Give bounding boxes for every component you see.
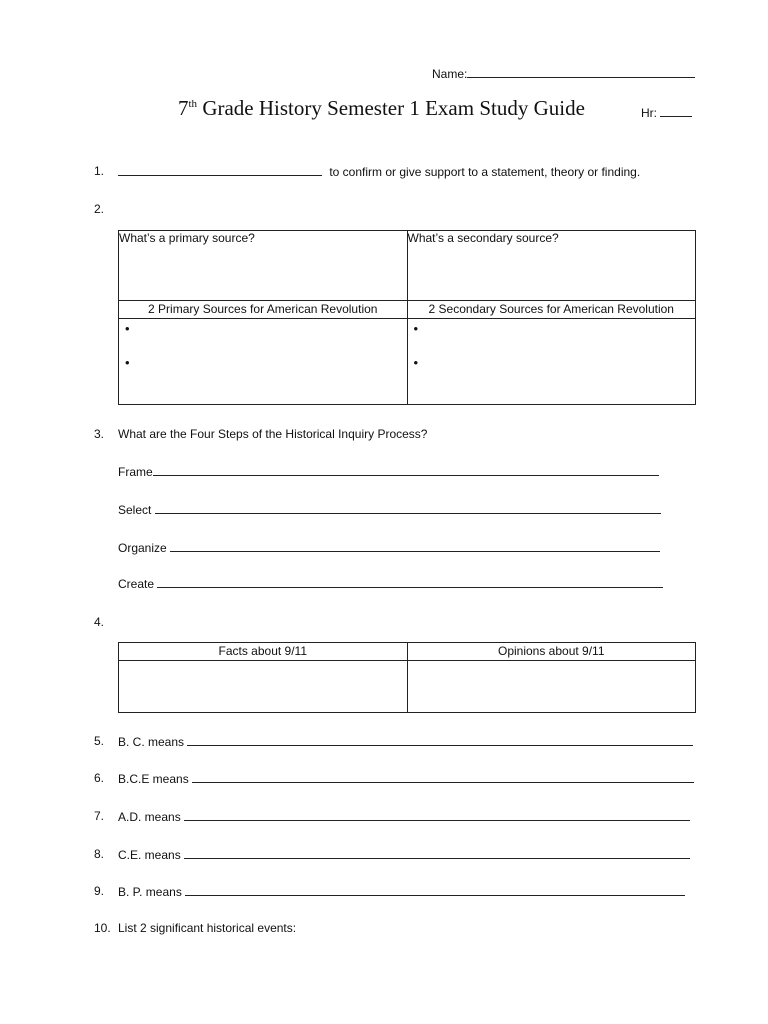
page-title: 7th Grade History Semester 1 Exam Study Guide xyxy=(178,96,585,120)
q10-number: 10. xyxy=(94,921,111,935)
name-field[interactable] xyxy=(432,66,695,81)
step-blank[interactable] xyxy=(153,464,659,476)
step-organize[interactable] xyxy=(118,540,660,555)
term-blank[interactable] xyxy=(185,884,685,896)
primary-source-cell[interactable] xyxy=(119,231,408,301)
q1-text: to confirm or give support to a statement, theory or finding. xyxy=(329,165,641,179)
term-number: 9. xyxy=(94,884,105,898)
term-number: 7. xyxy=(94,809,105,823)
step-label: Select xyxy=(118,503,155,517)
q1-number: 1. xyxy=(94,164,105,178)
q3-number: 3. xyxy=(94,427,105,441)
facts-header: Facts about 9/11 xyxy=(119,643,408,661)
step-blank[interactable] xyxy=(155,502,661,514)
q4-number: 4. xyxy=(94,615,105,629)
primary-sources-list[interactable] xyxy=(119,319,408,405)
name-label: Name: xyxy=(432,67,468,81)
term-bc[interactable] xyxy=(118,734,693,749)
term-label: B. P. means xyxy=(118,885,186,899)
q10-text: List 2 significant historical events: xyxy=(118,921,297,935)
secondary-source-cell[interactable] xyxy=(407,231,696,301)
fact-opinion-table xyxy=(118,642,696,713)
primary-sources-header: 2 Primary Sources for American Revolution xyxy=(119,301,408,319)
hour-blank[interactable] xyxy=(660,105,692,117)
step-select[interactable] xyxy=(118,502,661,517)
hour-label: Hr: xyxy=(641,106,657,120)
q1-line xyxy=(118,164,640,179)
term-number: 6. xyxy=(94,771,105,785)
bullet: • xyxy=(125,355,130,370)
term-number: 5. xyxy=(94,734,105,748)
bullet: • xyxy=(413,321,419,336)
term-ad[interactable] xyxy=(118,809,690,824)
term-label: C.E. means xyxy=(118,848,185,862)
term-number: 8. xyxy=(94,847,105,861)
term-label: A.D. means xyxy=(118,810,185,824)
bullet: • xyxy=(125,321,130,336)
term-label: B.C.E means xyxy=(118,772,193,786)
term-bp[interactable] xyxy=(118,884,685,899)
step-blank[interactable] xyxy=(170,540,660,552)
step-create[interactable] xyxy=(118,576,663,591)
q3-question: What are the Four Steps of the Historical Inquiry Process? xyxy=(118,427,428,441)
term-ce[interactable] xyxy=(118,847,690,862)
hour-field[interactable] xyxy=(641,105,692,120)
bullet: • xyxy=(413,355,419,370)
term-blank[interactable] xyxy=(187,734,693,746)
step-label: Frame xyxy=(118,465,153,479)
opinions-header: Opinions about 9/11 xyxy=(407,643,696,661)
secondary-sources-list[interactable] xyxy=(407,319,696,405)
opinions-cell[interactable] xyxy=(407,661,696,713)
term-blank[interactable] xyxy=(184,809,690,821)
step-blank[interactable] xyxy=(157,576,663,588)
secondary-sources-header: 2 Secondary Sources for American Revolution xyxy=(407,301,696,319)
term-blank[interactable] xyxy=(184,847,690,859)
primary-source-question: What’s a primary source? xyxy=(119,231,255,245)
term-bce[interactable] xyxy=(118,771,694,786)
term-label: B. C. means xyxy=(118,735,188,749)
q2-number: 2. xyxy=(94,202,105,216)
step-label: Create xyxy=(118,577,158,591)
facts-cell[interactable] xyxy=(119,661,408,713)
step-label: Organize xyxy=(118,541,171,555)
term-blank[interactable] xyxy=(192,771,694,783)
secondary-source-question: What’s a secondary source? xyxy=(407,231,559,245)
step-frame[interactable] xyxy=(118,464,659,479)
name-blank[interactable] xyxy=(467,66,695,78)
q1-blank[interactable] xyxy=(118,164,322,176)
source-table xyxy=(118,230,696,405)
